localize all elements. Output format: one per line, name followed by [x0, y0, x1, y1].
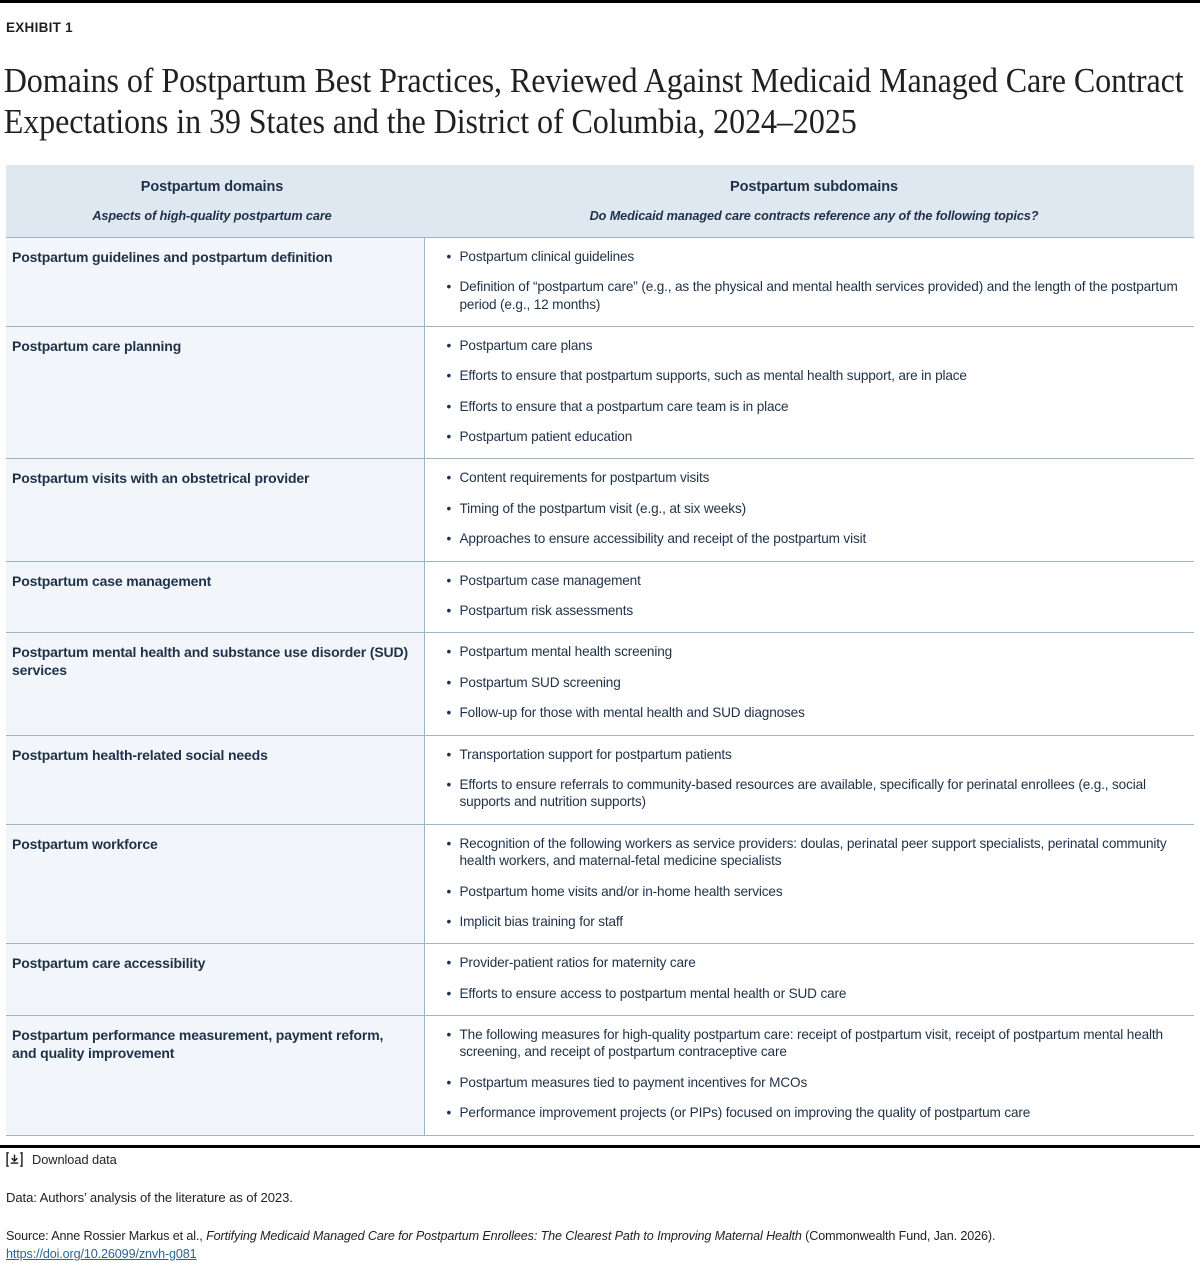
table-body: [6, 237, 1194, 1135]
subdomain-item: [447, 1074, 1183, 1104]
subdomain-text: Efforts to ensure referrals to community-based resources are available, specifically for perinatal enrollees (e.g., social supports and nutrition supports): [459, 776, 1146, 810]
bullet-icon: •: [446, 1074, 452, 1090]
source-doi-link[interactable]: https://doi.org/10.26099/znvh-g081: [6, 1246, 197, 1261]
subdomain-item: [447, 367, 1183, 397]
bullet-icon: •: [446, 572, 452, 588]
subdomain-text: Recognition of the following workers as service providers: doulas, perinatal peer support specialists, perinatal community health workers, and maternal-fetal medicine specialists: [459, 835, 1167, 869]
column-header-domains: [6, 165, 424, 237]
source-suffix: (Commonwealth Fund, Jan. 2026).: [801, 1228, 996, 1243]
table-row: [6, 237, 1194, 326]
subdomain-item: [447, 883, 1183, 913]
page-title: Domains of Postpartum Best Practices, Reviewed Against Medicaid Managed Care Contract Expectations in 39 States and the District of Columbia, 2024–2025: [3, 62, 1184, 142]
bullet-icon: •: [446, 337, 452, 353]
domain-cell: [6, 735, 424, 824]
source-note: [6, 1205, 1200, 1263]
subdomain-text: Definition of “postpartum care” (e.g., as the physical and mental health services provided) and the length of the postpartum period (e.g., 12 months): [459, 279, 1178, 312]
column-header-domains-subtitle: Aspects of high-quality postpartum care: [92, 209, 332, 224]
subdomain-text: Content requirements for postpartum visits: [459, 470, 710, 486]
domain-label: Postpartum workforce: [12, 835, 158, 852]
bullet-icon: •: [446, 1105, 452, 1121]
subdomain-item: [447, 530, 1183, 548]
subdomain-cell: [424, 944, 1194, 1016]
subdomain-item: [447, 428, 1183, 446]
subdomain-item: [447, 913, 1183, 931]
domain-label: Postpartum care planning: [12, 337, 182, 354]
subdomain-item: [447, 643, 1183, 673]
bullet-icon: •: [446, 500, 452, 516]
table-row: [6, 561, 1194, 633]
subdomain-cell: [424, 824, 1194, 944]
table-row: [6, 1016, 1194, 1136]
subdomain-text: The following measures for high-quality postpartum care: receipt of postpartum visit, receipt of postpartum mental health screening, and receipt of postpartum contraceptive care: [459, 1027, 1163, 1060]
bullet-icon: •: [446, 531, 452, 547]
subdomain-item: [447, 674, 1183, 704]
domain-label: Postpartum performance measurement, payment reform, and quality improvement: [12, 1027, 384, 1061]
domain-label: Postpartum guidelines and postpartum definition: [12, 248, 333, 265]
column-header-subdomains-subtitle: Do Medicaid managed care contracts reference any of the following topics?: [589, 209, 1039, 224]
subdomain-cell: [424, 326, 1194, 459]
subdomain-text: Postpartum care plans: [459, 337, 593, 353]
subdomain-text: Postpartum clinical guidelines: [459, 248, 635, 264]
subdomain-item: [447, 746, 1183, 776]
subdomain-text: Efforts to ensure that postpartum supports, such as mental health support, are in place: [459, 368, 967, 384]
subdomain-text: Implicit bias training for staff: [459, 913, 623, 929]
bullet-icon: •: [446, 1027, 452, 1043]
column-header-subdomains: [424, 165, 1194, 237]
bullet-icon: •: [446, 248, 452, 264]
table-row: [6, 326, 1194, 459]
subdomain-cell: [424, 237, 1194, 326]
column-header-domains-title: Postpartum domains: [140, 179, 284, 196]
table-row: [6, 735, 1194, 824]
postpartum-domains-table: [6, 165, 1194, 1136]
bullet-icon: •: [446, 985, 452, 1001]
domain-label: Postpartum visits with an obstetrical provider: [12, 470, 310, 487]
subdomain-item: [447, 337, 1183, 367]
subdomain-item: [447, 469, 1183, 499]
bullet-icon: •: [446, 835, 452, 851]
column-header-subdomains-title: Postpartum subdomains: [730, 179, 898, 196]
data-note: Data: Authors’ analysis of the literature as of 2023.: [6, 1189, 293, 1205]
subdomain-item: [447, 398, 1183, 428]
subdomain-text: Postpartum SUD screening: [459, 674, 621, 690]
download-data-icon: [6, 1151, 23, 1168]
table-row: [6, 633, 1194, 735]
subdomain-text: Transportation support for postpartum patients: [459, 746, 732, 762]
download-data-label: Download data: [32, 1151, 117, 1167]
exhibit-label: EXHIBIT 1: [6, 20, 73, 35]
subdomain-item: [447, 278, 1183, 314]
subdomain-item: [447, 248, 1183, 278]
domain-cell: [6, 944, 424, 1016]
subdomain-cell: [424, 735, 1194, 824]
subdomain-cell: [424, 1016, 1194, 1136]
subdomain-item: [447, 500, 1183, 530]
bullet-icon: •: [446, 398, 452, 414]
table-row: [6, 459, 1194, 561]
bullet-icon: •: [446, 644, 452, 660]
domain-label: Postpartum health-related social needs: [12, 746, 268, 763]
subdomain-item: [447, 776, 1183, 812]
bullet-icon: •: [446, 776, 452, 792]
bullet-icon: •: [446, 705, 452, 721]
subdomain-text: Postpartum risk assessments: [459, 603, 633, 619]
bullet-icon: •: [446, 883, 452, 899]
subdomain-cell: [424, 561, 1194, 633]
bullet-icon: •: [446, 913, 452, 929]
subdomain-text: Provider-patient ratios for maternity care: [459, 955, 696, 971]
subdomain-text: Efforts to ensure that a postpartum care team is in place: [459, 398, 789, 414]
subdomain-item: [447, 602, 1183, 620]
subdomain-item: [447, 954, 1183, 984]
subdomain-text: Postpartum measures tied to payment incentives for MCOs: [459, 1074, 808, 1090]
domain-cell: [6, 1016, 424, 1136]
source-title: Fortifying Medicaid Managed Care for Postpartum Enrollees: The Clearest Path to Improving Maternal Health: [206, 1228, 802, 1243]
domain-cell: [6, 561, 424, 633]
subdomain-item: [447, 1104, 1183, 1122]
table-header: [6, 165, 1194, 237]
table-header-row: [6, 165, 1194, 237]
subdomain-text: Approaches to ensure accessibility and receipt of the postpartum visit: [459, 531, 867, 547]
domain-cell: [6, 824, 424, 944]
domain-cell: [6, 326, 424, 459]
subdomain-text: Postpartum case management: [459, 572, 641, 588]
bullet-icon: •: [446, 746, 452, 762]
domain-cell: [6, 237, 424, 326]
table-row: [6, 824, 1194, 944]
bullet-icon: •: [446, 429, 452, 445]
subdomain-cell: [424, 633, 1194, 735]
domain-label: Postpartum care accessibility: [12, 955, 206, 972]
domain-cell: [6, 633, 424, 735]
subdomain-text: Timing of the postpartum visit (e.g., at six weeks): [459, 500, 746, 516]
source-prefix: Source: Anne Rossier Markus et al.,: [6, 1228, 207, 1243]
subdomain-text: Performance improvement projects (or PIPs) focused on improving the quality of postpartum care: [459, 1105, 1031, 1121]
subdomain-item: [447, 704, 1183, 722]
subdomain-text: Postpartum patient education: [459, 429, 633, 445]
table-row: [6, 944, 1194, 1016]
bullet-icon: •: [446, 368, 452, 384]
domain-cell: [6, 459, 424, 561]
subdomain-text: Postpartum home visits and/or in-home health services: [459, 883, 783, 899]
domain-label: Postpartum mental health and substance use disorder (SUD) services: [12, 644, 408, 679]
subdomain-text: Efforts to ensure access to postpartum mental health or SUD care: [459, 985, 847, 1001]
exhibit-footer: [0, 1136, 1200, 1263]
bullet-icon: •: [446, 674, 452, 690]
subdomain-item: [447, 1026, 1183, 1074]
subdomain-item: [447, 835, 1183, 883]
bullet-icon: •: [446, 955, 452, 971]
bullet-icon: •: [446, 470, 452, 486]
domain-label: Postpartum case management: [12, 572, 212, 589]
subdomain-cell: [424, 459, 1194, 561]
download-data-button[interactable]: [6, 1136, 1200, 1168]
bullet-icon: •: [446, 279, 452, 295]
subdomain-text: Postpartum mental health screening: [459, 644, 673, 660]
subdomain-text: Follow-up for those with mental health and SUD diagnoses: [459, 705, 805, 721]
subdomain-item: [447, 985, 1183, 1003]
bullet-icon: •: [446, 603, 452, 619]
subdomain-item: [447, 572, 1183, 602]
